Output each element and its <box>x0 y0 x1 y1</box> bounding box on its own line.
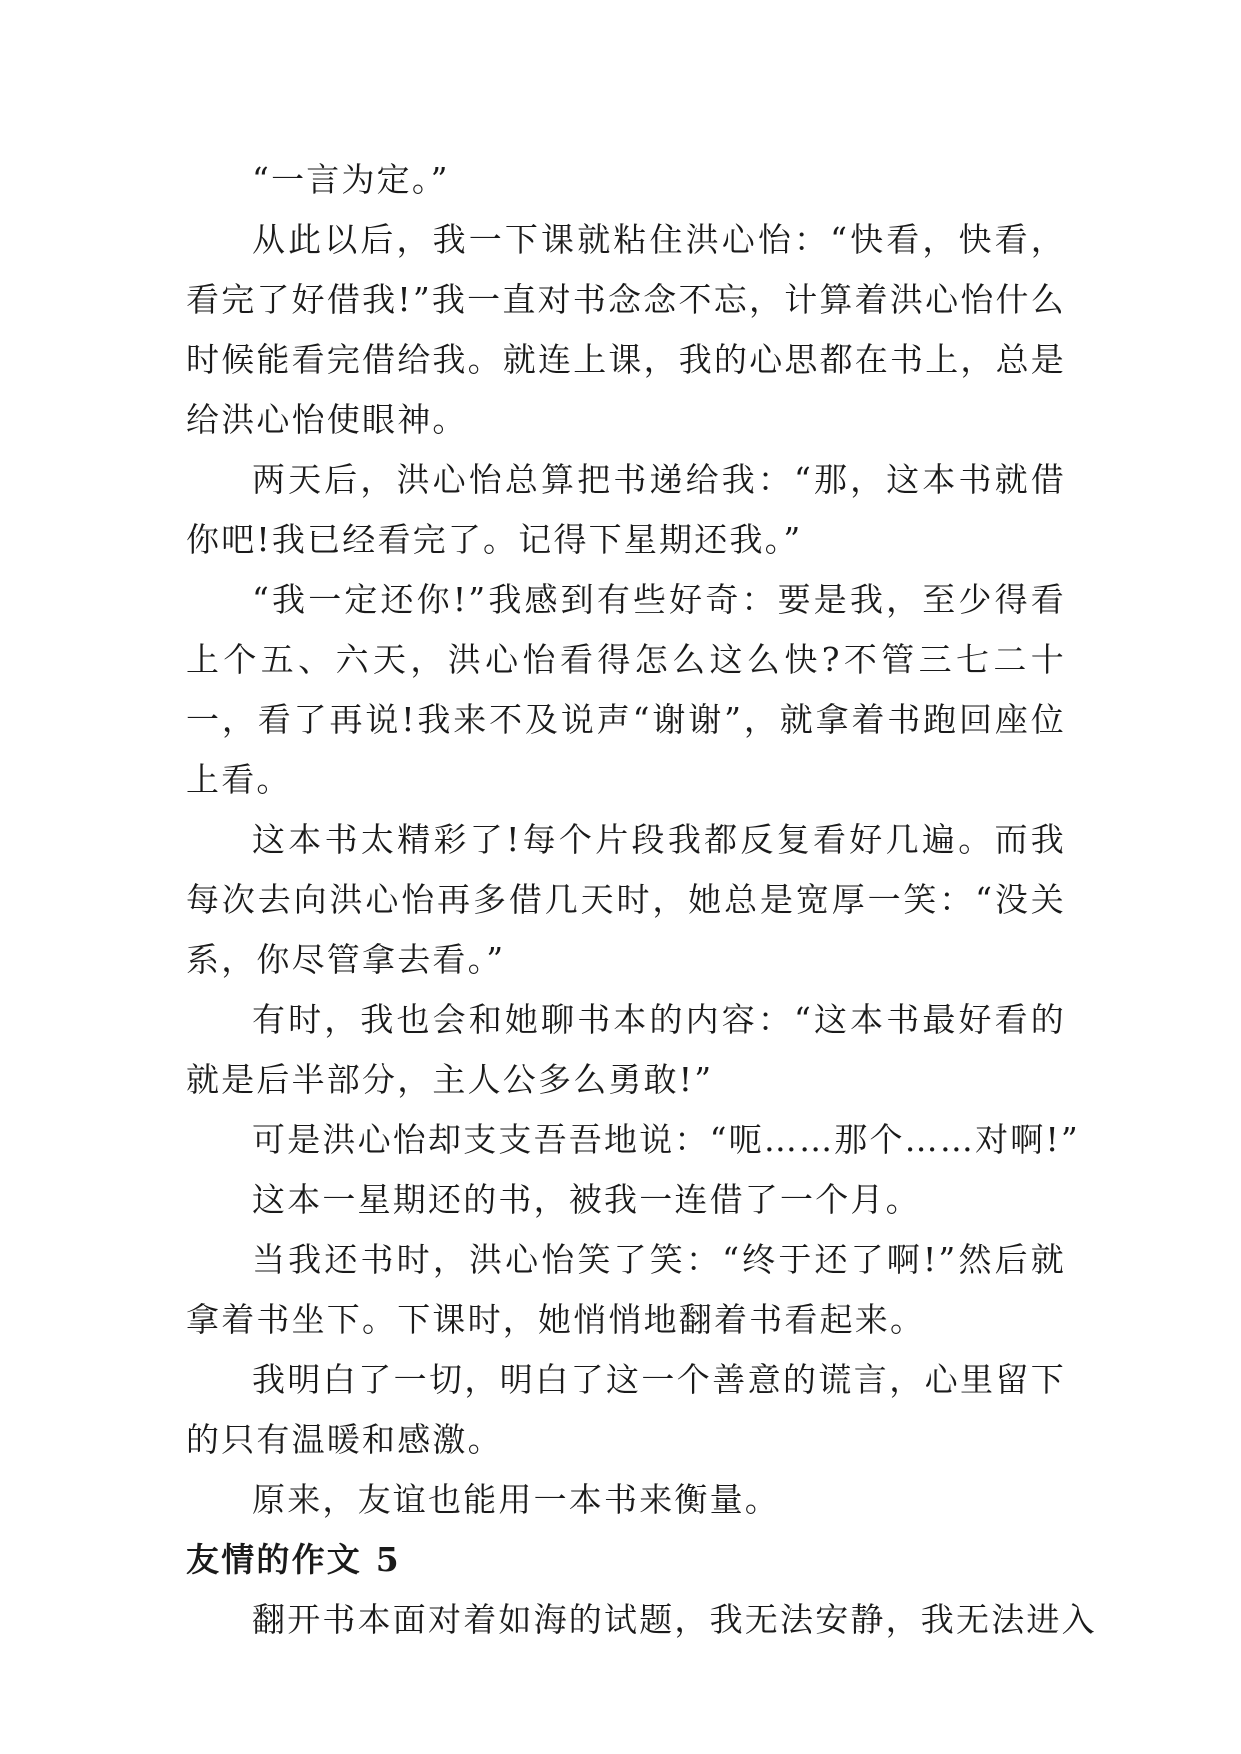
paragraph: 两天后，洪心怡总算把书递给我：“那，这本书就借你吧!我已经看完了。记得下星期还我。” <box>186 460 1066 559</box>
paragraph: 当我还书时，洪心怡笑了笑：“终于还了啊!”然后就拿着书坐下。下课时，她悄悄地翻着书看起来。 <box>186 1240 1066 1339</box>
paragraph: 我明白了一切，明白了这一个善意的谎言，心里留下的只有温暖和感激。 <box>186 1360 1066 1459</box>
paragraph: 这本一星期还的书，被我一连借了一个月。 <box>252 1180 921 1219</box>
paragraph: 原来，友谊也能用一本书来衡量。 <box>252 1480 780 1519</box>
paragraph: 从此以后，我一下课就粘住洪心怡：“快看，快看，看完了好借我!”我一直对书念念不忘，计算着洪心怡什么时候能看完借给我。就连上课，我的心思都在书上，总是给洪心怡使眼神。 <box>186 220 1066 439</box>
paragraph: “我一定还你!”我感到有些好奇：要是我，至少得看上个五、六天，洪心怡看得怎么这么快?不管三七二十一，看了再说!我来不及说声“谢谢”，就拿着书跑回座位上看。 <box>186 580 1066 799</box>
paragraph: 这本书太精彩了!每个片段我都反复看好几遍。而我每次去向洪心怡再多借几天时，她总是宽厚一笑：“没关系，你尽管拿去看。” <box>186 820 1066 979</box>
paragraph: “一言为定。” <box>252 160 450 199</box>
paragraph: 有时，我也会和她聊书本的内容：“这本书最好看的就是后半部分，主人公多么勇敢!” <box>186 1000 1066 1099</box>
section-heading: 友情的作文 5 <box>186 1540 401 1579</box>
paragraph: 翻开书本面对着如海的试题，我无法安静，我无法进入 <box>252 1600 1097 1639</box>
document-body <box>186 150 1097 1650</box>
paragraph: 可是洪心怡却支支吾吾地说：“呃……那个……对啊!” <box>252 1120 1081 1159</box>
